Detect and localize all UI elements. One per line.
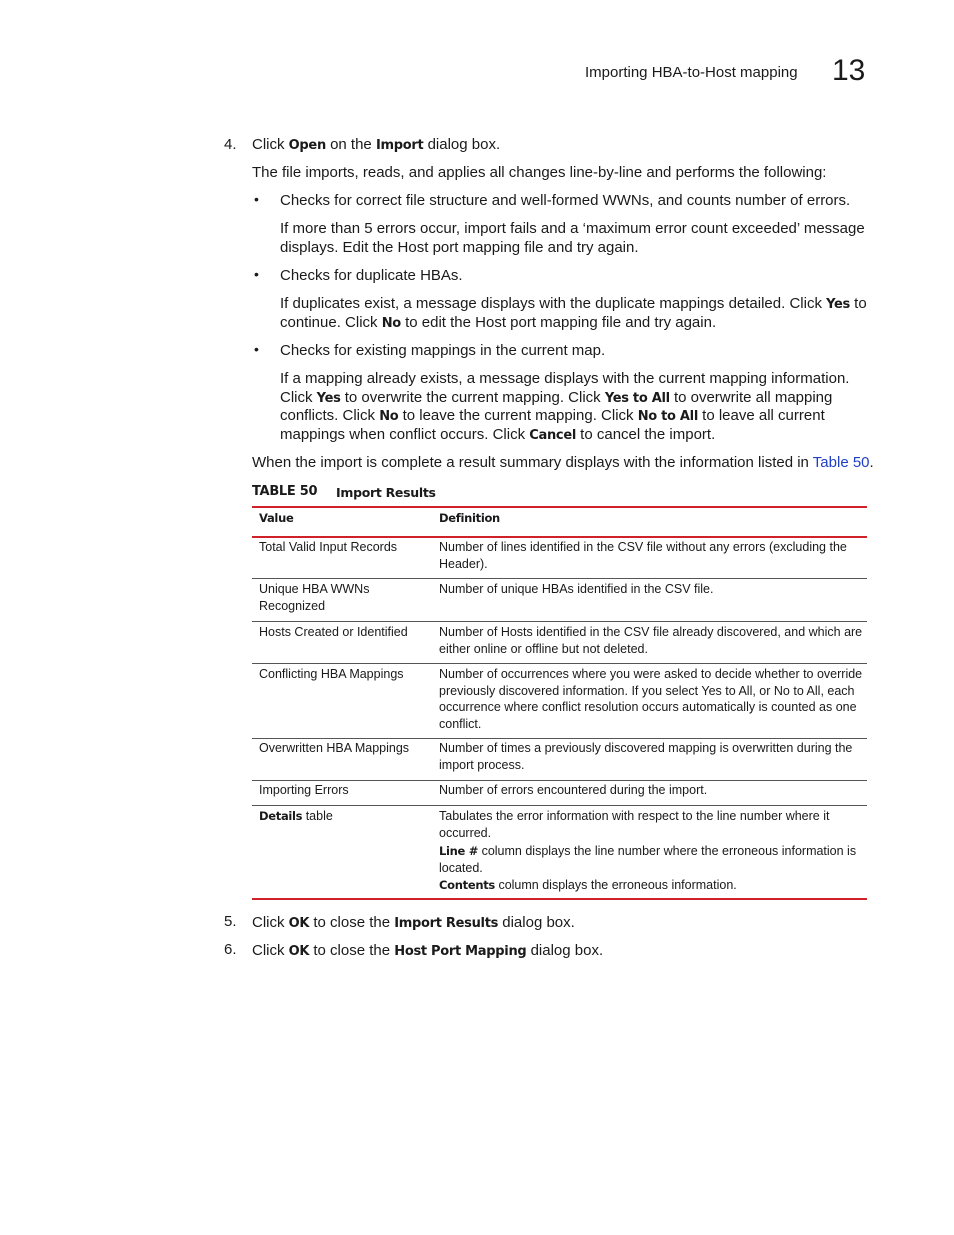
- table-header-bottom-rule: [252, 536, 867, 538]
- bullet-3-text: Checks for existing mappings in the current map.: [280, 342, 606, 359]
- import-ref: Import: [375, 138, 424, 153]
- table-row-divider: [252, 738, 867, 739]
- bullet-3-note-line-4: mappings when conflict occurs. Click Cancel to cancel the import.: [280, 426, 716, 443]
- table-cell-value-details: Details table: [259, 809, 333, 823]
- table-cell-definition: Number of lines identified in the CSV file without any errors (excluding the Header).: [439, 540, 847, 571]
- bullet-3-note-line-3: conflicts. Click No to leave the current mapping. Click No to All to leave all current: [280, 407, 825, 424]
- bullet-1-marker: •: [254, 191, 259, 207]
- bullet-2-note-line-2: continue. Click No to edit the Host port mapping file and try again.: [280, 314, 717, 331]
- table-cell-definition-details-1: Tabulates the error information with respect to the line number where it occurred.: [439, 809, 830, 840]
- bullet-3-note-line-1: If a mapping already exists, a message displays with the current mapping information.: [280, 370, 850, 387]
- table-cell-definition: Number of occurrences where you were asked to decide whether to override previously discovered information. If you select Yes to All, or No to All, each occurrence where conflict resolution occurs automatically is counted as one conflict.: [439, 667, 863, 731]
- table-cell-value: Overwritten HBA Mappings: [259, 741, 410, 755]
- table-caption-title: Import Results: [336, 485, 436, 500]
- table-row-divider: [252, 805, 867, 806]
- bullet-3-note-line-2: Click Yes to overwrite the current mapping. Click Yes to All to overwrite all mapping: [280, 389, 833, 406]
- table-row-divider: [252, 578, 867, 579]
- summary-sentence: When the import is complete a result summary displays with the information listed in Table 50.: [252, 454, 874, 471]
- bullet-1-note-line-1: If more than 5 errors occur, import fails and a ‘maximum error count exceeded’ message: [280, 220, 865, 237]
- table-cell-value: Conflicting HBA Mappings: [259, 667, 404, 681]
- table-row-divider: [252, 780, 867, 781]
- step-6-number: 6.: [224, 941, 237, 958]
- bullet-2-text: Checks for duplicate HBAs.: [280, 267, 463, 284]
- step-5-number: 5.: [224, 913, 237, 930]
- table-row-divider: [252, 621, 867, 622]
- step-4-text: Click Open on the Import dialog box.: [252, 136, 501, 153]
- table-cell-definition: Number of errors encountered during the import.: [439, 783, 708, 797]
- step-5-text: Click OK to close the Import Results dialog box.: [252, 914, 575, 931]
- table-cell-definition: Number of unique HBAs identified in the CSV file.: [439, 582, 714, 596]
- table-header-definition: Definition: [439, 511, 500, 525]
- table-cell-value: Total Valid Input Records: [259, 540, 398, 554]
- step-6-text: Click OK to close the Host Port Mapping dialog box.: [252, 942, 604, 959]
- bullet-1-text: Checks for correct file structure and well-formed WWNs, and counts number of errors.: [280, 192, 851, 209]
- table-bottom-rule: [252, 898, 867, 900]
- table-50-link[interactable]: Table 50: [812, 454, 870, 471]
- table-cell-value: Hosts Created or Identified: [259, 625, 408, 639]
- table-cell-value: Unique HBA WWNs Recognized: [259, 582, 370, 613]
- table-header-value: Value: [259, 511, 294, 525]
- table-cell-definition-details-3: Contents column displays the erroneous information.: [439, 878, 737, 892]
- bullet-1-note-line-2: displays. Edit the Host port mapping file and try again.: [280, 239, 639, 256]
- table-cell-definition: Number of Hosts identified in the CSV file already discovered, and which are either online or offline but not deleted.: [439, 625, 863, 656]
- table-cell-definition-details-2: Line # column displays the line number where the erroneous information is located.: [439, 844, 857, 875]
- table-cell-definition: Number of times a previously discovered mapping is overwritten during the import process.: [439, 741, 853, 772]
- step-4-intro: The file imports, reads, and applies all changes line-by-line and performs the following:: [252, 164, 827, 181]
- chapter-number: 13: [832, 54, 866, 87]
- table-header-rule: [252, 506, 867, 508]
- bullet-2-marker: •: [254, 266, 259, 282]
- step-4-number: 4.: [224, 136, 237, 153]
- section-title: Importing HBA-to-Host mapping: [585, 64, 798, 81]
- open-ref: Open: [288, 138, 326, 153]
- table-caption-label: TABLE 50: [252, 484, 318, 499]
- bullet-3-marker: •: [254, 341, 259, 357]
- table-cell-value: Importing Errors: [259, 783, 349, 797]
- bullet-2-note-line-1: If duplicates exist, a message displays with the duplicate mappings detailed. Click Yes to: [280, 295, 867, 312]
- table-row-divider: [252, 663, 867, 664]
